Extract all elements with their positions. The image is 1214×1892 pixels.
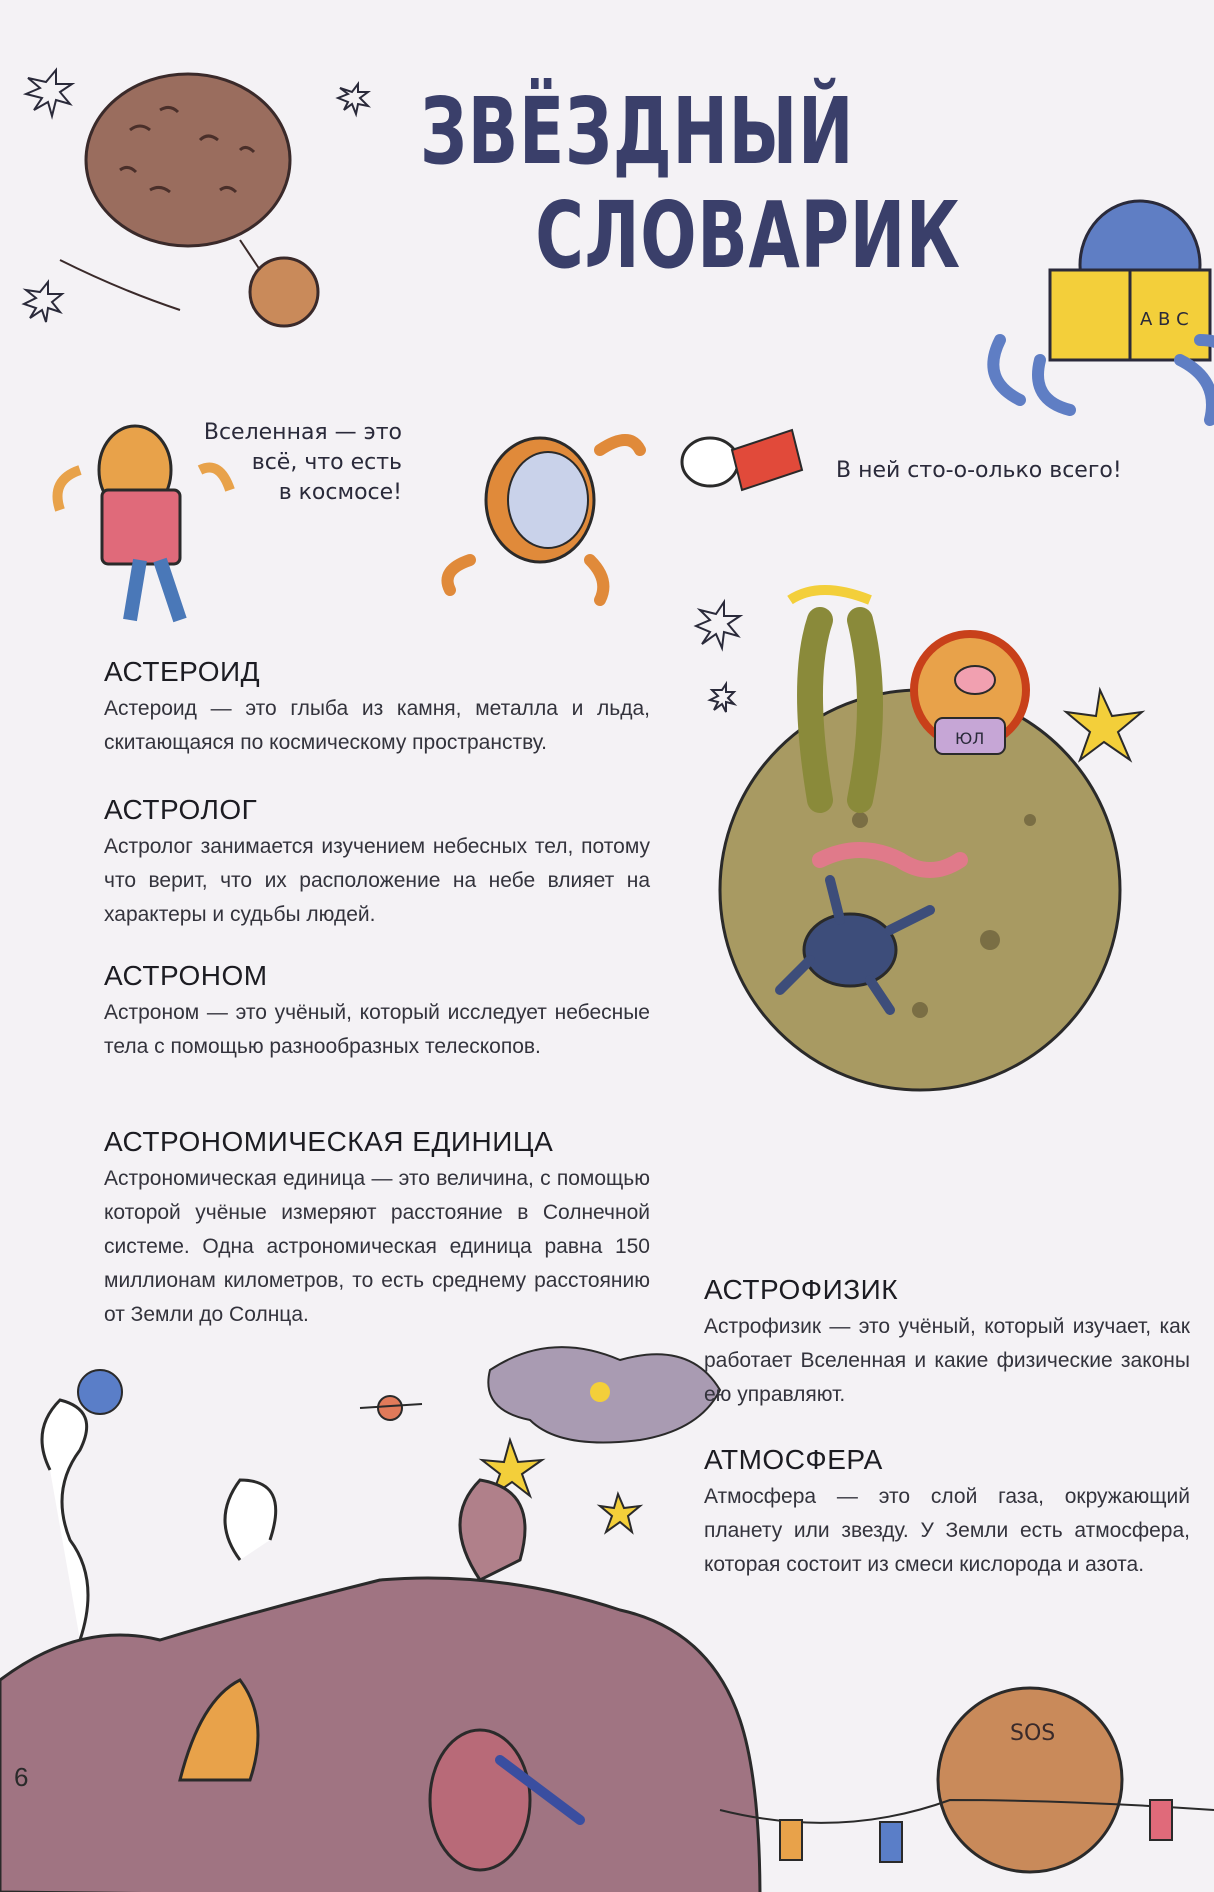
entry-definition: Астероид — это глыба из камня, металла и льда, скитающаяся по космическому пространству. (104, 697, 650, 754)
entry-term: АСТРОФИЗИК (704, 1274, 899, 1305)
tiny-planet-illustration (78, 1370, 122, 1414)
planet-label: SOS (1010, 1721, 1056, 1746)
nebula-illustration (488, 1347, 720, 1442)
reading-robot-illustration (993, 201, 1214, 420)
entry-definition: Астроном — это учёный, который исследует небесные тела с помощью разнообразных телескопов. (104, 1001, 650, 1058)
title-line-2: СЛОВАРИК (535, 182, 961, 289)
planet-with-creatures-illustration (720, 590, 1120, 1090)
entry-asteroid (104, 656, 650, 760)
speech-so-much: В ней сто-о-олько всего! (836, 458, 1122, 483)
book-letters: A B C (1140, 309, 1189, 330)
entry-definition: Атмосфера — это слой газа, окружающий планету или звезду. У Земли есть атмосфера, которая состоит из смеси кислорода и азота. (704, 1485, 1190, 1576)
asteroid-illustration (60, 74, 318, 326)
entry-astronomer (104, 960, 650, 1064)
egg-astronaut-illustration (448, 438, 641, 600)
entry-astrophysicist (704, 1274, 1190, 1412)
sos-planet-illustration (720, 1688, 1214, 1872)
entry-astrologer (104, 794, 650, 932)
entry-definition: Астрофизик — это учёный, который изучает, как работает Вселенная и какие физические законы ею управляют. (704, 1315, 1190, 1406)
ringed-planet-illustration (360, 1396, 422, 1420)
speech-universe-line-2: всё, что есть (251, 450, 402, 475)
ground-landscape-illustration (0, 1400, 760, 1892)
hero-belt-label: ЮЛ (955, 729, 985, 748)
entry-definition: Астрономическая единица — это величина, с помощью которой учёные измеряют расстояние в Солнечной системе. Одна астрономическая единица равна 150 миллионам километров, то есть среднему расстоянию от Земли до Солнца. (104, 1167, 650, 1326)
speech-universe (176, 418, 402, 508)
flying-egg-illustration (682, 430, 802, 490)
speech-universe-line-1: Вселенная — это (203, 420, 402, 445)
entry-term: АСТЕРОИД (104, 656, 261, 687)
entry-term: АСТРОНОМИЧЕСКАЯ ЕДИНИЦА (104, 1126, 554, 1157)
page-number: 6 (14, 1762, 29, 1792)
entry-term: АСТРОЛОГ (104, 794, 258, 825)
speech-universe-line-3: в космосе! (278, 480, 402, 505)
title-line-1: ЗВЁЗДНЫЙ (420, 78, 855, 185)
entry-definition: Астролог занимается изучением небесных тел, потому что верит, что их расположение на небе влияет на характеры и судьбы людей. (104, 835, 650, 926)
entry-astronomical-unit (104, 1126, 650, 1332)
entry-term: АСТРОНОМ (104, 960, 268, 991)
entry-atmosphere (704, 1444, 1190, 1582)
entry-term: АТМОСФЕРА (704, 1444, 883, 1475)
